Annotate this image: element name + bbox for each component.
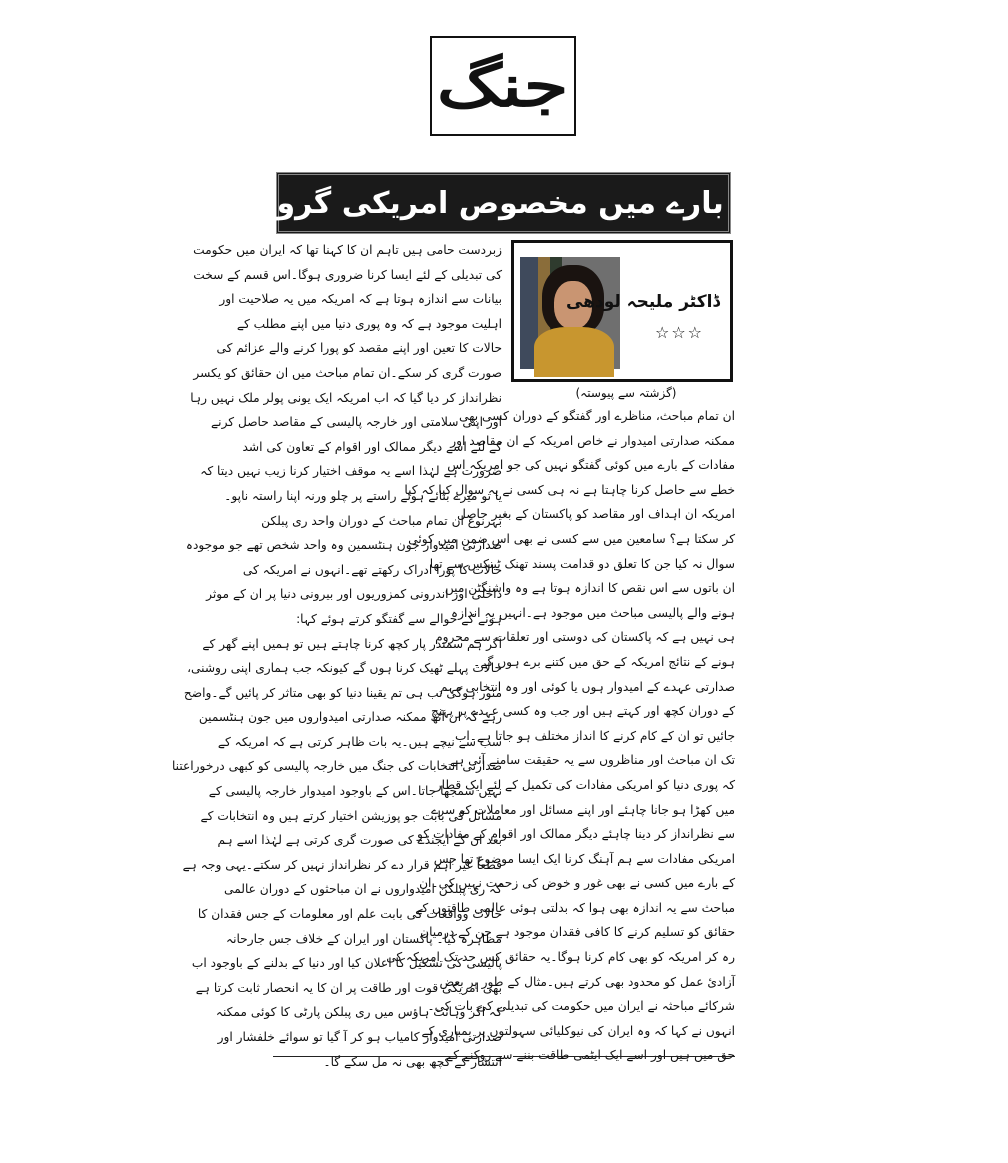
byline-stars: ☆☆☆	[654, 323, 704, 342]
text-line: حق میں ہیں اور اسے ایک ایٹمی طاقت بننے سے روکنے کے	[446, 1048, 735, 1063]
masthead-logo	[430, 36, 576, 136]
text-line: سے نظرانداز کر دینا چاہئے دیگر ممالک اور اقوام کے مفادات کو	[417, 827, 735, 842]
text-line: بہرنوع ان تمام مباحث کے دوران واحد ری پبلکن	[261, 513, 502, 528]
text-line: صورت گری کر سکے۔ان تمام مباحث میں ان حقائق کو یکسر	[193, 365, 502, 380]
text-line: بیانات سے اندازہ ہوتا ہے کہ امریکہ میں یہ صلاحیت اور	[219, 292, 502, 307]
text-line: تک ان مباحث اور مناظروں سے یہ حقیقت سامنے آئی ہے	[449, 753, 735, 768]
text-line: صدارتی امیدوار جون ہنٹسمین وہ واحد شخص تھے جو موجودہ	[185, 538, 502, 553]
text-line: ہونے کے نتائج امریکہ کے حق میں کتنے برے ہوں گے۔	[473, 654, 735, 669]
text-line: مظاہرہ کیا۔ پاکستان اور ایران کے خلاف جس جارحانہ	[225, 931, 502, 946]
column-end-rule-right	[513, 1056, 735, 1057]
text-line: بعد ان کے ایجنڈے کی صورت گری کرتی ہے لہٰذا اسے ہم	[217, 833, 502, 848]
text-line: ہی نہیں ہے کہ پاکستان کی دوستی اور تعلقات سے محروم	[435, 630, 735, 645]
byline-box	[511, 240, 733, 382]
text-line: سوال نہ کیا جن کا تعلق دو قدامت پسند تھنک ٹینکس سے تھا	[429, 556, 735, 571]
text-line: صدارتی عہدے کے امیدوار ہوں یا کوئی اور وہ انتخابی مہم	[439, 679, 735, 694]
text-line: اہلیت موجود ہے کہ وہ پوری دنیا میں اپنے مطلب کے	[236, 316, 502, 331]
text-line: امریکی مفادات سے ہم آہنگ کرنا ایک ایسا موضوع تھا جس	[433, 851, 735, 866]
text-line: صدارتی انتخابات کی جنگ میں خارجہ پالیسی کو کبھی درخوراعتنا	[171, 759, 502, 774]
text-line: رہے کہ ان آٹھ ممکنہ صدارتی امیدواروں میں جون ہنٹسمین	[198, 710, 502, 725]
continued-label: (گزشتہ سے پیوستہ)	[575, 386, 677, 400]
text-line: قطعاً غیر اہم قرار دے کر نظرانداز نہیں کر سکتے۔یہی وجہ ہے	[182, 857, 502, 872]
text-line: کر سکتا ہے؟ سامعین میں سے کسی نے بھی اس ضمن میں کوئی	[408, 531, 735, 546]
text-line: حالات کا تعین اور اپنے مقصد کو پورا کرنے والے عزائم کی	[216, 341, 502, 356]
text-line: مسائل کی بابت جو پوزیشن اختیار کرتے ہیں وہ انتخابات کے	[200, 808, 502, 823]
text-line: کہ اگر وہائٹ ہاؤس میں ری پبلکن پارٹی کا کوئی ممکنہ	[215, 1005, 502, 1020]
author-name: ڈاکٹر ملیحہ لودھی	[565, 292, 720, 312]
text-line: حقائق کو تسلیم کرنے کا کافی فقدان موجود ہے جن کے درمیان	[420, 925, 735, 940]
text-line: پالیسی کی تشکیل کا اعلان کیا اور دنیا کے بدلنے کے باوجود اب	[191, 956, 502, 971]
text-line: صدارتی امیدوار کامیاب ہو کر آ گیا تو سوائے خلفشار اور	[217, 1030, 502, 1044]
text-line: انتشار کے کچھ بھی نہ مل سکے گا۔	[323, 1054, 502, 1069]
text-line: جائیں تو ان کے کام کرنے کا انداز مختلف ہو جاتا ہے۔اب	[454, 728, 735, 743]
text-line: کے لئے اسے دیگر ممالک اور اقوام کے تعاون کی اشد	[242, 439, 502, 454]
text-line: میں کھڑا ہو جانا چاہئے اور اپنے مسائل اور معاملات کو سرے	[431, 802, 735, 817]
headline-text: پاکستان کے بارے میں مخصوص امریکی گروپ کی سوچ	[107, 185, 900, 221]
text-line: کہ پوری دنیا کو امریکی مفادات کی تکمیل کے لئے ایک قطار	[435, 777, 735, 792]
text-line: امریکہ ان اہداف اور مقاصد کو پاکستان کے بغیر حاصل	[456, 507, 735, 522]
text-line: ان تمام مباحث، مناظرے اور گفتگو کے دوران کسی بھی	[458, 409, 735, 423]
text-line: کے دوران کچھ اور کہتے ہیں اور جب وہ کسی عہدے پر پہنچ	[430, 704, 735, 719]
text-line: یا تو میرے بتائے ہوئے راستے پر چلو ورنہ اپنا راستہ ناپو۔	[224, 488, 502, 503]
text-line: بھی امریکی قوت اور طاقت پر ان کا یہ انحصار ثابت کرتا ہے	[195, 980, 502, 995]
headline-banner	[107, 172, 900, 234]
text-line: مفادات کے بارے میں کوئی گفتگو نہیں کی جو امریکہ اس	[447, 458, 735, 473]
text-line: انہوں نے کہا کہ وہ ایران کی نیوکلیائی سہولتوں پر بمباری کے	[421, 1023, 735, 1038]
text-line: ان باتوں سے اس نقص کا اندازہ ہوتا ہے وہ واشنگٹن میں	[444, 581, 735, 596]
text-line: شرکائے مباحثہ نے ایران میں حکومت کی تبدیلی کی بات کی۔	[427, 999, 735, 1014]
text-line: اگر ہم سمندر پار کچھ کرنا چاہتے ہیں تو ہمیں اپنے گھر کے	[202, 636, 502, 651]
text-line: رہ کر امریکہ کو بھی کام کرنا ہوگا۔یہ حقائق کس حد تک امریکہ کی	[386, 950, 735, 965]
text-line: سب سے نیچے ہیں۔یہ بات ظاہر کرتی ہے کہ امریکہ کے	[217, 734, 502, 749]
text-line: نہیں سمجھا جاتا۔اس کے باوجود امیدوار خارجہ پالیسی کے	[208, 784, 502, 799]
text-line: داخلی اور اندرونی کمزوریوں اور بیرونی دنیا پر ان کے موثر	[206, 587, 502, 602]
text-line: کی تبدیلی کے لئے ایسا کرنا ضروری ہوگا۔اس قسم کے سخت	[193, 267, 502, 282]
text-line: اور اپنی سلامتی اور خارجہ پالیسی کے مقاصد حاصل کرنے	[211, 415, 502, 430]
column-end-rule-left	[273, 1056, 502, 1057]
author-photo	[520, 257, 620, 369]
text-line: ہونے کے حوالے سے گفتگو کرتے ہوئے کہا:	[296, 611, 502, 626]
text-line: منور ہوگی تب ہی تم یقینا دنیا کو بھی متاثر کر پائیں گے۔واضح	[183, 685, 502, 700]
text-line: خطے سے حاصل کرنا چاہتا ہے نہ ہی کسی نے یہ سوال کیا کہ کیا	[404, 482, 735, 497]
masthead-name: جنگ	[437, 52, 569, 120]
text-line: ضرورت ہے لہٰذا اسے یہ موقف اختیار کرنا زیب نہیں دیتا کہ	[200, 464, 502, 479]
text-line: آزادیٔ عمل کو محدود بھی کرتے ہیں۔مثال کے طور پر بعض	[439, 974, 735, 989]
text-line: ممکنہ صدارتی امیدوار نے خاص امریکہ کے ان مقاصد اور	[450, 433, 735, 448]
text-line: حالات پہلے ٹھیک کرنا ہوں گے کیونکہ جب ہماری اپنی روشنی،	[187, 661, 502, 676]
text-line: نظرانداز کر دیا گیا کہ اب امریکہ ایک یونی پولر ملک نہیں رہا	[190, 390, 502, 405]
text-line: زبردست حامی ہیں تاہم ان کا کہنا تھا کہ ایران میں حکومت	[193, 243, 502, 257]
text-line: حالات وواقعات کی بابت علم اور معلومات کے جس فقدان کا	[197, 907, 502, 922]
text-line: مباحث سے یہ اندازہ بھی ہوا کہ بدلتی ہوئی عالمی طاقتوں کے	[415, 900, 735, 915]
text-line: کے بارے میں کسی نے بھی غور و خوض کی زحمت نہیں کی۔ان	[419, 876, 735, 891]
text-line: کہ ری پبلکن امیدواروں نے ان مباحثوں کے دوران عالمی	[224, 882, 502, 897]
text-line: ہونے والے پالیسی مباحث میں موجود ہے۔انہیں یہ اندازہ	[450, 605, 735, 620]
text-line: حالات کا پورا ادراک رکھتے تھے۔انہوں نے امریکہ کی	[242, 562, 502, 577]
